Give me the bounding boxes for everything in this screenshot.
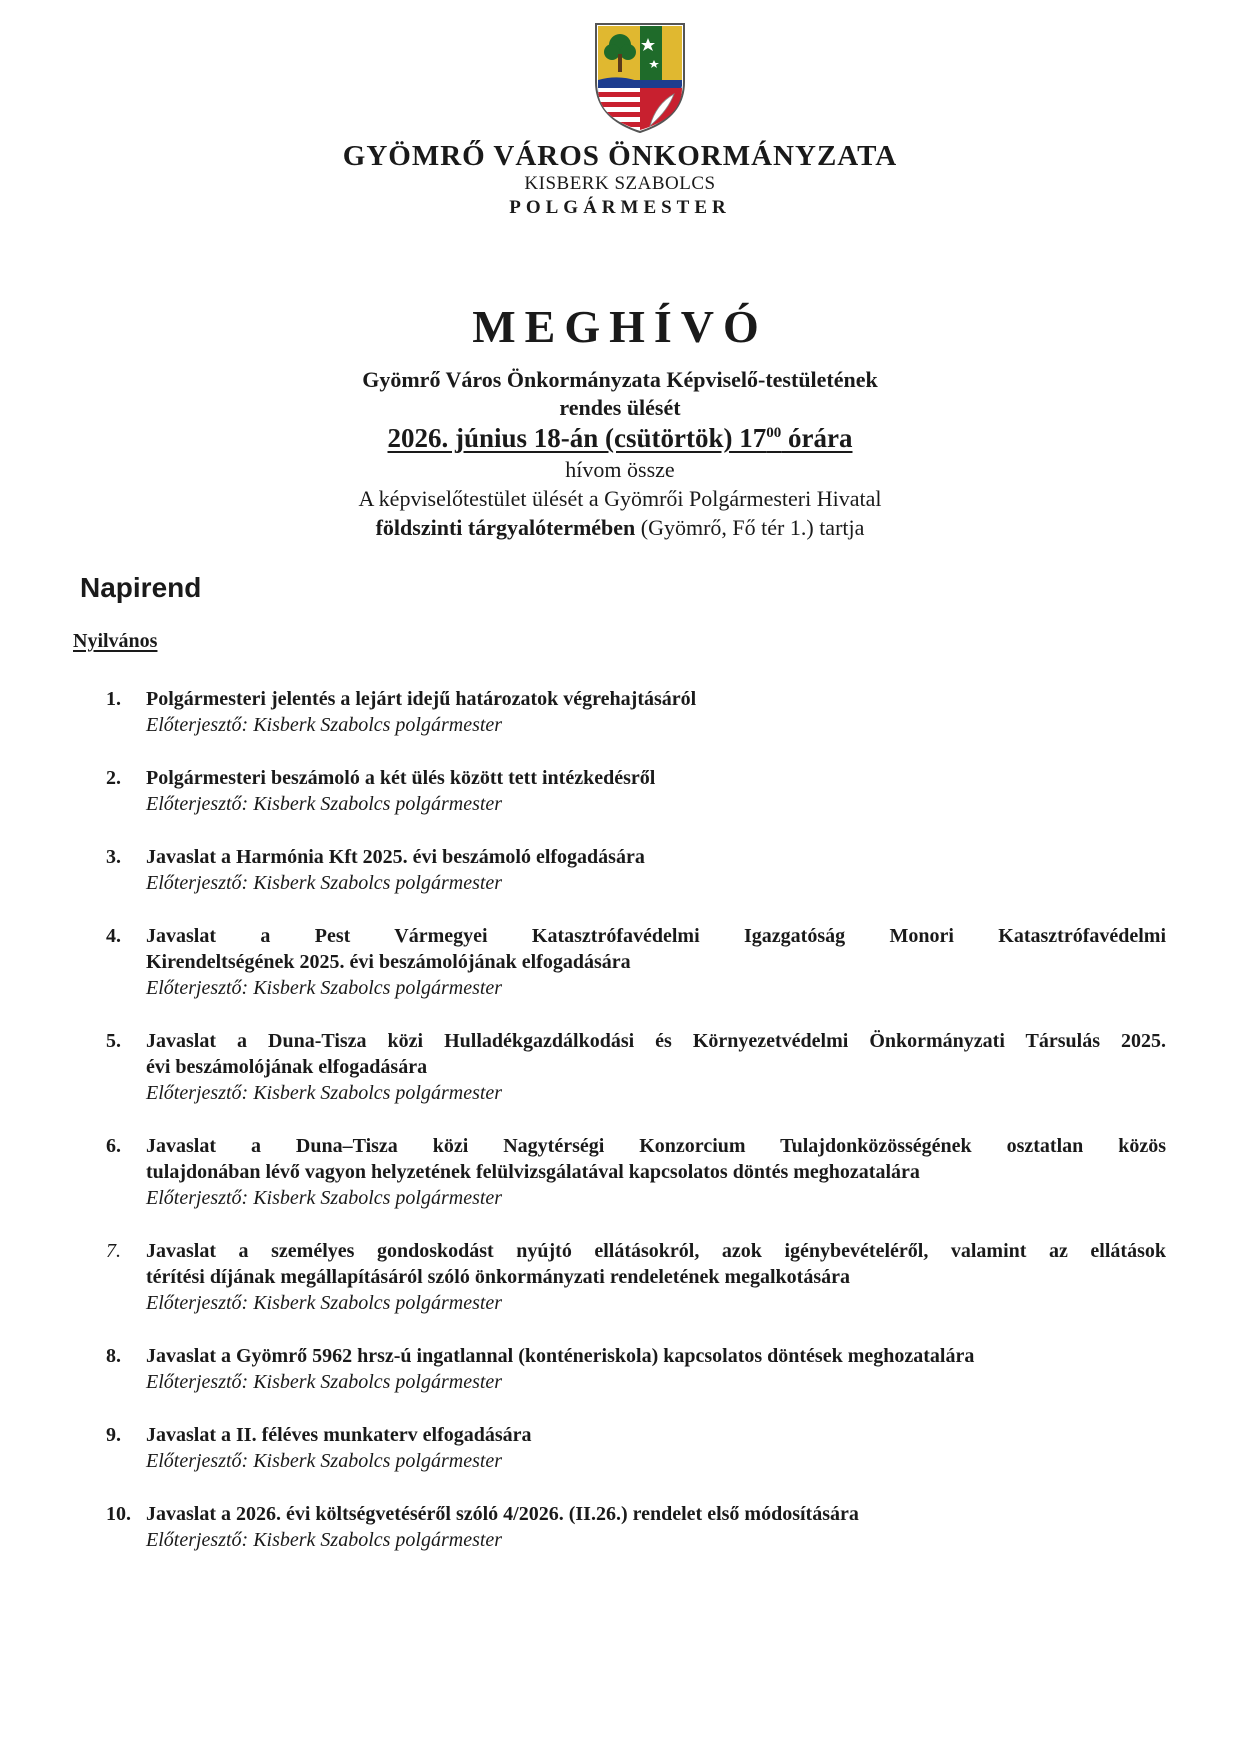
agenda-item-presenter: Előterjesztő: Kisberk Szabolcs polgármester: [146, 793, 503, 815]
agenda-item-title: Javaslat a Harmónia Kft 2025. évi beszámoló elfogadására: [146, 846, 645, 868]
agenda-item-title: Javaslat a 2026. évi költségvetéséről szóló 4/2026. (II.26.) rendelet első módosítására: [146, 1503, 859, 1525]
agenda-item: [106, 923, 1166, 1001]
mayor-title: POLGÁRMESTER: [509, 197, 731, 218]
coat-of-arms-icon: [590, 18, 690, 136]
mayor-name: KISBERK SZABOLCS: [524, 173, 716, 194]
meeting-date-main: 2026. június 18-án (csütörtök) 17: [387, 423, 767, 453]
agenda-item: [106, 1422, 1166, 1474]
meeting-date-suffix: órára: [781, 423, 853, 453]
agenda-section-label: Nyilvános: [73, 630, 158, 652]
agenda-item-number: 4.: [106, 925, 121, 947]
agenda-item-number: 6.: [106, 1135, 121, 1157]
agenda-item: [106, 1343, 1166, 1395]
agenda-item-title: Javaslat a személyes gondoskodást nyújtó ellátásokról, azok igénybevételéről, valamint az ellátások: [146, 1240, 1166, 1262]
agenda-item-title-continued: tulajdonában lévő vagyon helyzetének felülvizsgálatával kapcsolatos döntés meghozatalára: [146, 1161, 920, 1183]
meeting-room: földszinti tárgyalótermében: [375, 515, 636, 540]
agenda-item: [106, 1133, 1166, 1211]
agenda-item-presenter: Előterjesztő: Kisberk Szabolcs polgármester: [146, 714, 503, 736]
agenda-item-number: 10.: [106, 1503, 131, 1525]
agenda-item-title: Javaslat a II. féléves munkaterv elfogadására: [146, 1424, 532, 1446]
agenda-item-title: Javaslat a Duna-Tisza közi Hulladékgazdálkodási és Környezetvédelmi Önkormányzati Társulás 2025.: [146, 1030, 1166, 1052]
agenda-item-presenter: Előterjesztő: Kisberk Szabolcs polgármester: [146, 1082, 503, 1104]
agenda-item-title-continued: Kirendeltségének 2025. évi beszámolójának elfogadására: [146, 951, 631, 973]
agenda-item-number: 5.: [106, 1030, 121, 1052]
agenda-item-presenter: Előterjesztő: Kisberk Szabolcs polgármester: [146, 1187, 503, 1209]
invitation-line-5: [0, 515, 1240, 541]
invitation-line-4: A képviselőtestület ülését a Gyömrői Polgármesteri Hivatal: [358, 486, 882, 511]
agenda-item: [106, 686, 1166, 738]
agenda-item-title: Polgármesteri beszámoló a két ülés között tett intézkedésről: [146, 767, 656, 789]
agenda-item-presenter: Előterjesztő: Kisberk Szabolcs polgármester: [146, 1529, 503, 1551]
org-name: GYÖMRŐ VÁROS ÖNKORMÁNYZATA: [342, 140, 898, 172]
agenda-heading: Napirend: [80, 572, 202, 603]
agenda-item-number: 7.: [106, 1240, 121, 1262]
agenda-item-title-continued: évi beszámolójának elfogadására: [146, 1056, 428, 1078]
agenda-item-title: Javaslat a Duna–Tisza közi Nagytérségi Konzorcium Tulajdonközösségének osztatlan közös: [146, 1135, 1166, 1157]
agenda-item: [106, 1238, 1166, 1316]
agenda-item-number: 8.: [106, 1345, 121, 1367]
agenda-item-presenter: Előterjesztő: Kisberk Szabolcs polgármester: [146, 1450, 503, 1472]
agenda-item-presenter: Előterjesztő: Kisberk Szabolcs polgármester: [146, 977, 503, 999]
agenda-item-presenter: Előterjesztő: Kisberk Szabolcs polgármester: [146, 1371, 503, 1393]
agenda-item-presenter: Előterjesztő: Kisberk Szabolcs polgármester: [146, 872, 503, 894]
meeting-date: [0, 423, 1240, 454]
agenda-item: [106, 1501, 1166, 1553]
meeting-address: (Gyömrő, Fő tér 1.) tartja: [635, 515, 865, 540]
invitation-line-2: rendes ülését: [559, 395, 681, 420]
agenda-item-number: 3.: [106, 846, 121, 868]
agenda-item: [106, 765, 1166, 817]
agenda-item-title: Javaslat a Gyömrő 5962 hrsz-ú ingatlannal (konténeriskola) kapcsolatos döntések meghozatalára: [146, 1345, 975, 1367]
agenda-item-number: 9.: [106, 1424, 121, 1446]
agenda-item-presenter: Előterjesztő: Kisberk Szabolcs polgármester: [146, 1292, 503, 1314]
agenda-item: [106, 844, 1166, 896]
agenda-item: [106, 1028, 1166, 1106]
invitation-line-3: hívom össze: [565, 457, 675, 482]
agenda-item-title: Javaslat a Pest Vármegyei Katasztrófavédelmi Igazgatóság Monori Katasztrófavédelmi: [146, 925, 1166, 947]
agenda-item-title: Polgármesteri jelentés a lejárt idejű határozatok végrehajtásáról: [146, 688, 697, 710]
agenda-item-number: 1.: [106, 688, 121, 710]
document-title: MEGHÍVÓ: [472, 301, 768, 352]
agenda-item-title-continued: térítési díjának megállapításáról szóló önkormányzati rendeletének megalkotására: [146, 1266, 851, 1288]
meeting-time-minutes: 00: [766, 425, 782, 441]
invitation-line-1: Gyömrő Város Önkormányzata Képviselő-testületének: [362, 367, 878, 392]
agenda-item-number: 2.: [106, 767, 121, 789]
